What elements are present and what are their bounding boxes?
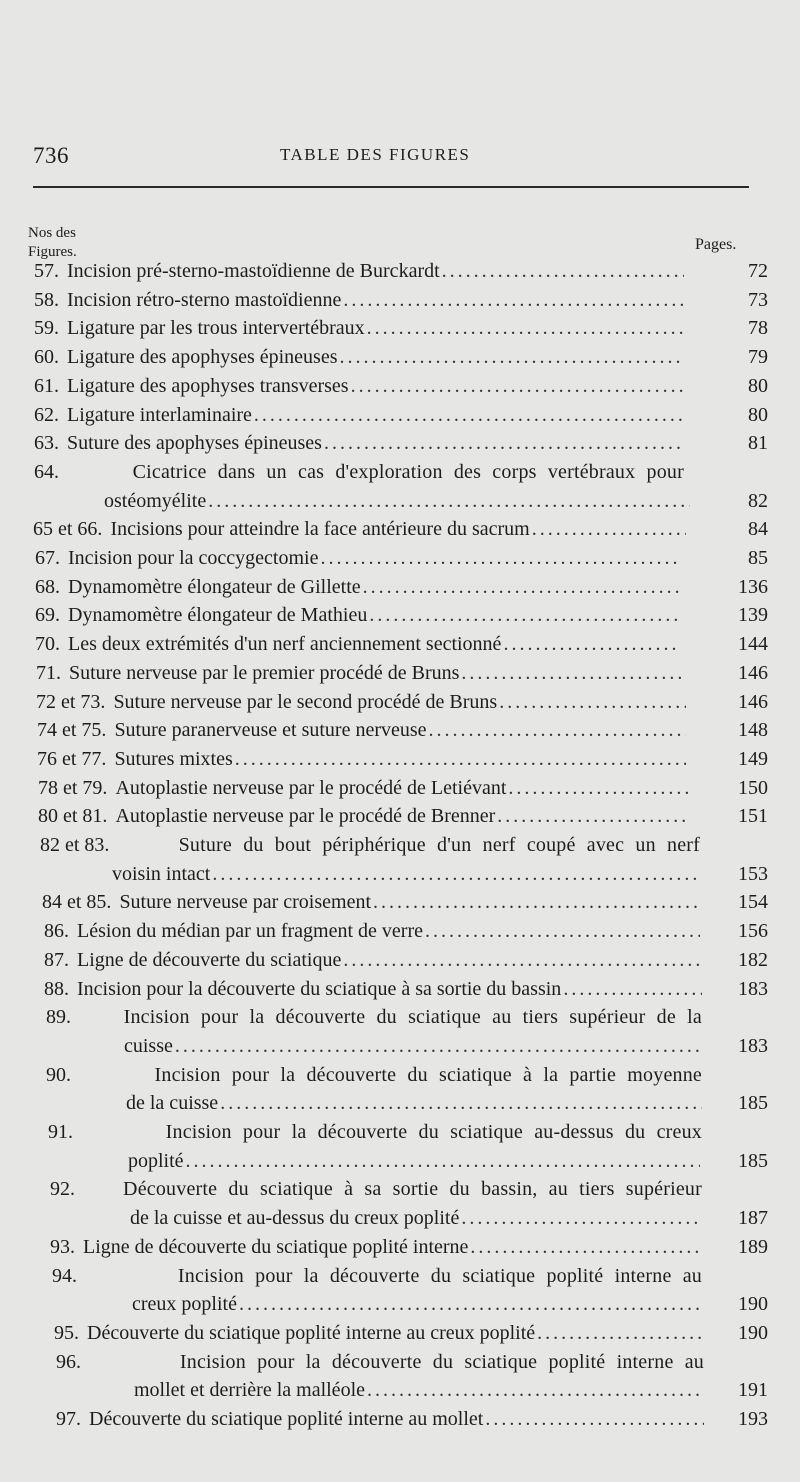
figure-title: Incision pour la coccygectomie — [68, 547, 319, 569]
page-ref: 81 — [748, 432, 768, 455]
figure-entry — [0, 604, 800, 633]
leader-dots — [175, 1035, 700, 1058]
page-ref: 190 — [738, 1293, 768, 1316]
page-ref: 146 — [738, 661, 768, 684]
figure-number: 84 et 85. — [42, 891, 112, 914]
figure-number: 59. — [34, 317, 59, 340]
column-header-figures-line2: Figures. — [28, 244, 77, 260]
figure-number: 95. — [54, 1321, 79, 1344]
leader-dots — [503, 633, 680, 656]
leader-dots — [367, 1379, 704, 1402]
leader-dots — [537, 1322, 704, 1345]
figure-title: Lésion du médian par un fragment de verre — [77, 920, 423, 943]
page-ref: 80 — [748, 403, 768, 426]
figure-title: Incision pour la découverte du sciatique poplité interne au — [179, 1350, 704, 1373]
figure-number: 94. — [52, 1264, 77, 1287]
figure-number: 90. — [46, 1063, 71, 1086]
figure-entry — [0, 1064, 800, 1093]
figure-title: Suture des apophyses épineuses — [67, 432, 322, 455]
leader-dots — [508, 777, 690, 800]
figure-number: 63. — [34, 432, 59, 455]
leader-dots — [499, 691, 686, 714]
figure-title: creux poplité — [132, 1293, 237, 1316]
figure-number: 64. — [34, 460, 59, 483]
figure-number: 67. — [35, 547, 60, 569]
leader-dots — [369, 604, 680, 627]
figure-entry — [0, 662, 800, 691]
figure-entry — [0, 547, 800, 576]
figure-number: 88. — [44, 977, 69, 1000]
figure-entry — [0, 748, 800, 777]
figure-title: Sutures mixtes — [114, 747, 233, 770]
figure-number: 86. — [44, 920, 69, 943]
figure-title: Suture nerveuse par le second procédé de Bruns — [113, 690, 498, 713]
figure-title: Suture nerveuse par le premier procédé de Bruns — [69, 661, 460, 684]
figure-title: Dynamomètre élongateur de Mathieu — [68, 604, 368, 627]
figure-title: Incision pré-sterno-mastoïdienne de Burckardt — [67, 260, 440, 282]
figure-number: 71. — [36, 661, 61, 684]
figure-entry — [0, 1092, 800, 1121]
figure-number: 93. — [50, 1235, 75, 1258]
page-ref: 189 — [738, 1235, 768, 1258]
figure-entry — [0, 978, 800, 1007]
figure-title: Ligature des apophyses transverses — [67, 374, 349, 397]
leader-dots — [485, 1408, 704, 1431]
figure-entry — [0, 1379, 800, 1408]
figure-title: voisin intact — [112, 862, 211, 885]
figure-entry — [0, 949, 800, 978]
figure-entry — [0, 289, 800, 318]
figure-number: 65 et 66. — [33, 518, 103, 541]
leader-dots — [429, 719, 686, 742]
page-ref: 82 — [748, 489, 768, 512]
figure-number: 62. — [34, 403, 59, 426]
leader-dots — [343, 949, 700, 972]
figure-number: 78 et 79. — [38, 776, 108, 799]
figure-title: Ligature des apophyses épineuses — [67, 346, 338, 369]
figure-entry — [0, 432, 800, 461]
page-ref: 185 — [738, 1092, 768, 1115]
page-ref: 73 — [748, 288, 768, 311]
figure-title: Découverte du sciatique à sa sortie du bassin, au tiers supérieur — [123, 1178, 702, 1201]
column-header-pages: Pages. — [695, 236, 737, 253]
page-ref: 183 — [738, 1034, 768, 1057]
page-ref: 136 — [738, 575, 768, 598]
leader-dots — [425, 920, 700, 943]
figure-entry — [0, 1236, 800, 1265]
figure-entry — [0, 375, 800, 404]
figure-entry — [0, 1178, 800, 1207]
figure-entry — [0, 1322, 800, 1351]
figure-number: 96. — [56, 1350, 81, 1373]
running-title: TABLE DES FIGURES — [280, 145, 471, 164]
leader-dots — [442, 260, 684, 283]
figure-title: Dynamomètre élongateur de Gillette — [68, 575, 361, 598]
page-ref: 154 — [738, 891, 768, 914]
figure-title: Suture paranerveuse et suture nerveuse — [114, 719, 427, 742]
figure-title: poplité — [128, 1149, 184, 1172]
leader-dots — [367, 317, 684, 340]
figure-title: de la cuisse — [126, 1092, 219, 1115]
figure-title: de la cuisse et au-dessus du creux poplité — [130, 1207, 460, 1230]
figure-title: Découverte du sciatique poplité interne au mollet — [89, 1408, 484, 1430]
figure-title: Ligature interlaminaire — [67, 403, 252, 426]
figure-number: 61. — [34, 374, 59, 397]
figure-entry — [0, 461, 800, 490]
page-ref: 193 — [738, 1408, 768, 1430]
page-ref: 156 — [738, 920, 768, 943]
figure-entry — [0, 1207, 800, 1236]
leader-dots — [497, 805, 690, 828]
figure-entry — [0, 719, 800, 748]
figure-title: Incision pour la découverte du sciatique à la partie moyenne — [154, 1063, 702, 1086]
page-ref: 78 — [748, 317, 768, 340]
leader-dots — [343, 289, 684, 312]
column-header-figures — [28, 224, 77, 262]
leader-dots — [363, 576, 680, 599]
leader-dots — [208, 490, 690, 513]
figure-number: 57. — [34, 260, 59, 282]
figure-title: Incision pour la découverte du sciatique poplité interne au — [177, 1264, 702, 1287]
figure-entry — [0, 1293, 800, 1322]
figure-title: Autoplastie nerveuse par le procédé de Letiévant — [115, 776, 507, 799]
page-ref: 190 — [738, 1321, 768, 1344]
figure-title: Les deux extrémités d'un nerf anciennement sectionné — [68, 633, 502, 656]
leader-dots — [470, 1236, 702, 1259]
leader-dots — [220, 1092, 702, 1115]
figure-entry — [0, 863, 800, 892]
page-ref: 149 — [738, 747, 768, 770]
page-ref: 144 — [738, 633, 768, 656]
page-ref: 182 — [738, 948, 768, 971]
figure-entry — [0, 317, 800, 346]
figure-number: 91. — [48, 1121, 73, 1143]
figure-title: Ligne de découverte du sciatique poplité interne — [83, 1235, 469, 1258]
leader-dots — [235, 748, 686, 771]
figure-entry — [0, 633, 800, 662]
figure-number: 72 et 73. — [36, 690, 106, 713]
figure-entry — [0, 260, 800, 289]
figure-entry — [0, 1265, 800, 1294]
leader-dots — [186, 1150, 700, 1173]
figure-title: Suture nerveuse par croisement — [119, 891, 372, 914]
page-ref: 191 — [738, 1379, 768, 1402]
figure-title: Incision pour la découverte du sciatique au tiers supérieur de la — [123, 1006, 702, 1029]
figure-entry — [0, 691, 800, 720]
leader-dots — [373, 891, 700, 914]
figure-entry — [0, 1035, 800, 1064]
page-ref: 148 — [738, 719, 768, 742]
figure-number: 80 et 81. — [38, 805, 108, 828]
leader-dots — [324, 432, 684, 455]
figure-entry — [0, 891, 800, 920]
figure-title: Ligne de découverte du sciatique — [77, 948, 342, 971]
leader-dots — [212, 863, 700, 886]
figure-title: Ligature par les trous intervertébraux — [67, 317, 365, 340]
figure-entry — [0, 346, 800, 375]
leader-dots — [532, 518, 686, 541]
figure-entry — [0, 1351, 800, 1380]
page-ref: 183 — [738, 977, 768, 1000]
figure-number: 82 et 83. — [40, 834, 110, 856]
figure-title: Autoplastie nerveuse par le procédé de Brenner — [115, 805, 496, 828]
header-rule — [33, 186, 749, 188]
leader-dots — [239, 1293, 702, 1316]
figure-number: 58. — [34, 288, 59, 311]
figure-entry — [0, 1121, 800, 1150]
figure-title: Suture du bout périphérique d'un nerf coupé avec un nerf — [178, 834, 700, 856]
figure-entry — [0, 1150, 800, 1179]
figure-entry — [0, 920, 800, 949]
leader-dots — [320, 547, 680, 570]
figure-entry — [0, 805, 800, 834]
leader-dots — [461, 662, 686, 685]
figure-entry — [0, 576, 800, 605]
leader-dots — [461, 1207, 702, 1230]
page-ref: 139 — [738, 604, 768, 627]
page-number: 736 — [33, 143, 69, 168]
figure-title: mollet et derrière la malléole — [134, 1379, 365, 1402]
figure-entry — [0, 834, 800, 863]
figure-number: 69. — [35, 604, 60, 627]
figure-number: 76 et 77. — [37, 747, 107, 770]
figure-number: 87. — [44, 948, 69, 971]
figure-title: Incision pour la découverte du sciatique au-dessus du creux — [165, 1121, 702, 1143]
figure-number: 70. — [35, 633, 60, 656]
page-ref: 187 — [738, 1207, 768, 1230]
figure-title: Incision rétro-sterno mastoïdienne — [67, 288, 342, 311]
figure-title: Incision pour la découverte du sciatique à sa sortie du bassin — [77, 977, 562, 1000]
page-ref: 185 — [738, 1149, 768, 1172]
figure-entry — [0, 404, 800, 433]
figure-number: 97. — [56, 1408, 81, 1430]
page-ref: 79 — [748, 346, 768, 369]
page-ref: 153 — [738, 862, 768, 885]
page-ref: 72 — [748, 260, 768, 282]
figure-entry — [0, 1006, 800, 1035]
figure-entry — [0, 518, 800, 547]
figure-entry — [0, 1408, 800, 1437]
leader-dots — [339, 346, 684, 369]
figure-entry — [0, 777, 800, 806]
figure-title: cuisse — [124, 1034, 173, 1057]
figure-number: 68. — [35, 575, 60, 598]
figure-title: Découverte du sciatique poplité interne au creux poplité — [87, 1321, 536, 1344]
column-header-figures-line1: Nos des — [28, 225, 76, 241]
page-ref: 84 — [748, 518, 768, 541]
page-ref: 150 — [738, 776, 768, 799]
page-ref: 151 — [738, 805, 768, 828]
figure-title: Incisions pour atteindre la face antérieure du sacrum — [110, 518, 530, 541]
leader-dots — [254, 404, 684, 427]
figure-number: 60. — [34, 346, 59, 369]
page-ref: 146 — [738, 690, 768, 713]
figure-number: 74 et 75. — [37, 719, 107, 742]
figure-number: 92. — [50, 1178, 75, 1201]
leader-dots — [351, 375, 684, 398]
figure-title: Cicatrice dans un cas d'exploration des corps vertébraux pour — [132, 460, 684, 483]
page-ref: 85 — [748, 547, 768, 569]
figure-entry — [0, 490, 800, 519]
figure-title: ostéomyélite — [104, 489, 207, 512]
page-ref: 80 — [748, 374, 768, 397]
leader-dots — [563, 978, 702, 1001]
figure-number: 89. — [46, 1006, 71, 1029]
